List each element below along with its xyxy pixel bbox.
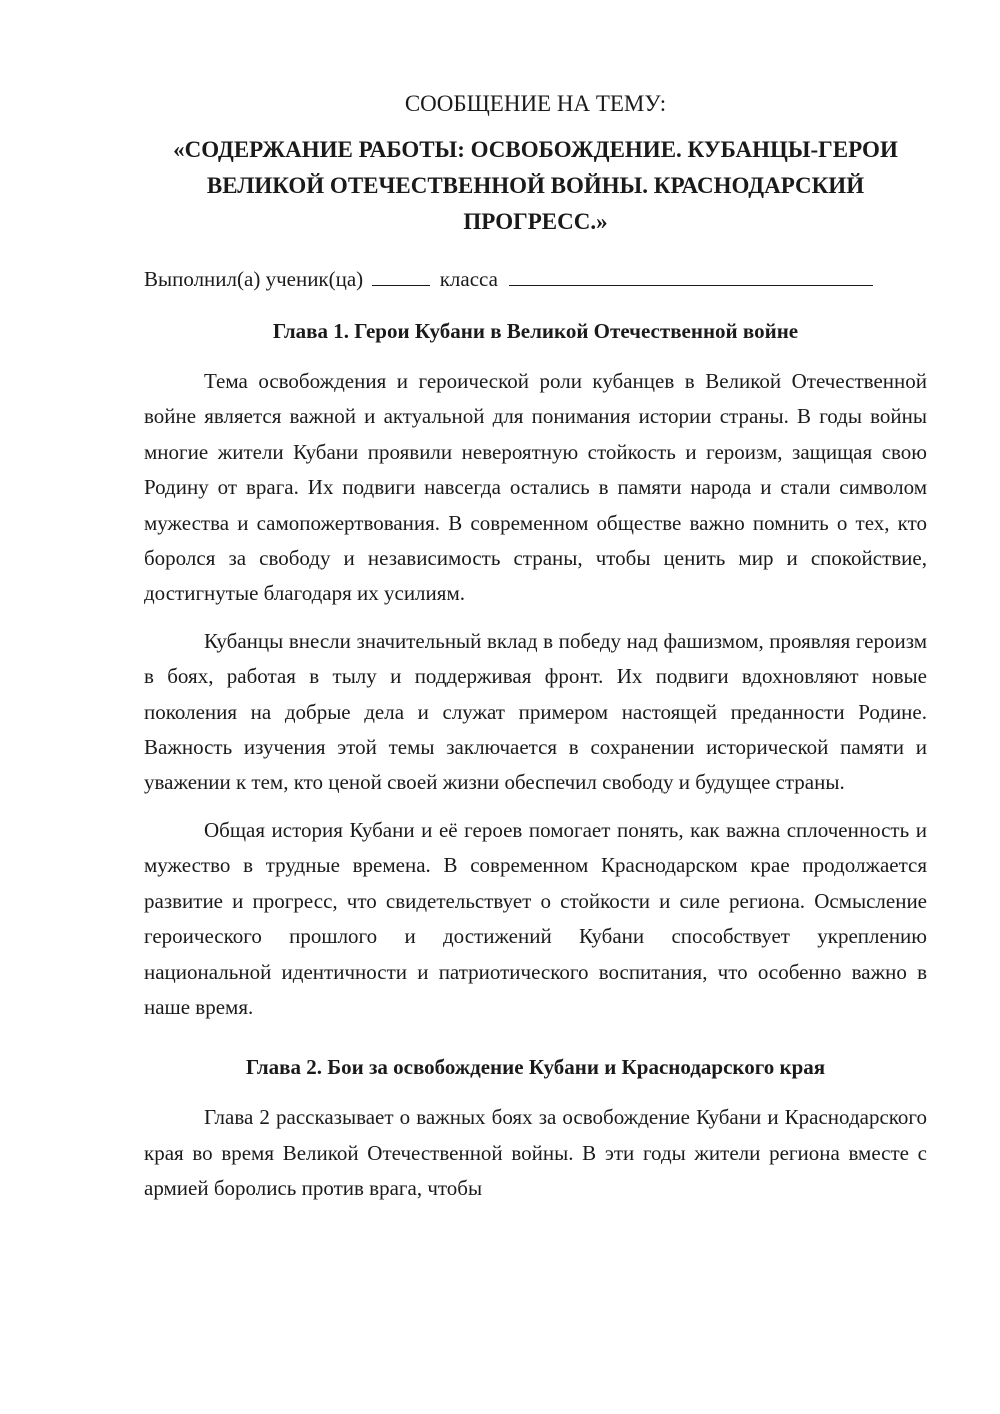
- document-title: «СОДЕРЖАНИЕ РАБОТЫ: ОСВОБОЖДЕНИЕ. КУБАНЦЫ-ГЕРОИ ВЕЛИКОЙ ОТЕЧЕСТВЕННОЙ ВОЙНЫ. КРАСНОДАРСКИЙ ПРОГРЕСС.»: [173, 137, 898, 234]
- class-word: класса: [439, 267, 498, 291]
- author-line: [144, 263, 927, 295]
- chapter-1-paragraph: Общая история Кубани и её героев помогает понять, как важна сплоченность и мужество в трудные времена. В современном Краснодарском крае продолжается развитие и прогресс, что свидетельствует о стойкости и силе региона. Осмысление героического прошлого и достижений Кубани способствует укреплению национальной идентичности и патриотического воспитания, что особенно важно в наше время.: [144, 817, 927, 1019]
- name-blank-field[interactable]: [509, 265, 873, 286]
- chapter-2-heading: Глава 2. Бои за освобождение Кубани и Краснодарского края: [245, 1055, 826, 1080]
- chapter-1-paragraph: Кубанцы внесли значительный вклад в победу над фашизмом, проявляя героизм в боях, работая в тылу и поддерживая фронт. Их подвиги вдохновляют новые поколения на добрые дела и служат примером настоящей преданности Родине. Важность изучения этой темы заключается в сохранении исторической памяти и уважении к тем, кто ценой своей жизни обеспечил свободу и будущее страны.: [144, 628, 927, 795]
- document-page: [144, 88, 927, 1219]
- chapter-1-heading: Глава 1. Герои Кубани в Великой Отечественной войне: [272, 319, 799, 343]
- document-label: СООБЩЕНИЕ НА ТЕМУ:: [404, 91, 667, 116]
- chapter-1-paragraph: Тема освобождения и героической роли кубанцев в Великой Отечественной войне является важной и актуальной для понимания истории страны. В годы войны многие жители Кубани проявили невероятную стойкость и героизм, защищая свою Родину от врага. Их подвиги навсегда остались в памяти народа и стали символом мужества и самопожертвования. В современном обществе важно помнить о тех, кто боролся за свободу и независимость страны, чтобы ценить мир и спокойствие, достигнутые благодаря их усилиям.: [144, 369, 927, 606]
- class-blank-field[interactable]: [372, 265, 430, 286]
- chapter-2-paragraph: Глава 2 рассказывает о важных боях за освобождение Кубани и Краснодарского края во время Великой Отечественной войны. В эти годы жители региона вместе с армией боролись против врага, чтобы: [144, 1105, 927, 1201]
- author-prefix: Выполнил(а) ученик(ца): [144, 267, 364, 291]
